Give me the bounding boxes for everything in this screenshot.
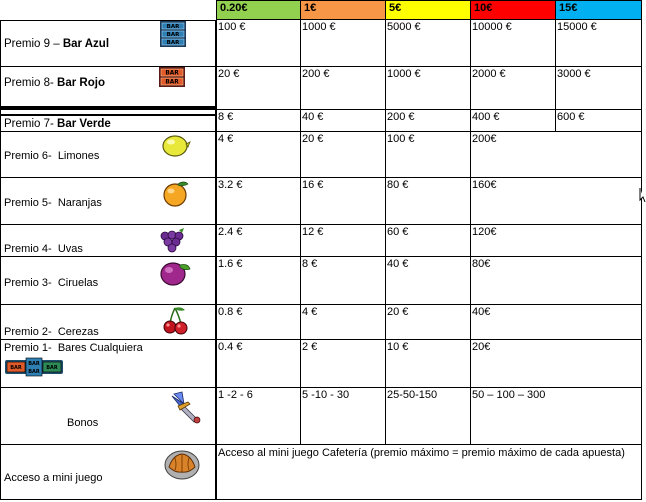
header-label: 5€ [389, 2, 402, 14]
row-name: Acceso a mini juego [4, 472, 103, 484]
svg-text:BAR: BAR [165, 79, 179, 86]
row-name: Bar Rojo [57, 77, 105, 89]
header-col-3 [386, 0, 471, 20]
prize-9-col-4: 10000 € [471, 20, 556, 67]
svg-text:BAR: BAR [28, 361, 40, 367]
svg-text:BAR: BAR [10, 365, 22, 371]
prize-6-col-2: 20 € [301, 132, 386, 178]
row-prefix: Premio 7- [4, 118, 58, 130]
row-prefix: Premio 3- [4, 277, 55, 289]
prize-6-col-1: 4 € [216, 132, 301, 178]
bar-azul-icon [160, 21, 186, 50]
row-name: Bonos [67, 417, 99, 429]
thick-separator [0, 106, 217, 109]
bar-rojo-icon [159, 67, 185, 90]
prize-4-col-2: 12 € [301, 225, 386, 257]
prize-1-col-1: 0.4 € [216, 340, 301, 388]
prize-4-col-1: 2.4 € [216, 225, 301, 257]
row-name: Cerezas [57, 326, 99, 338]
bonos-col-4: 50 – 100 – 300 [471, 388, 642, 445]
prize-7-col-3: 200 € [386, 110, 471, 132]
prize-9-col-3: 5000 € [386, 20, 471, 67]
row-prefix: Premio 9 – [4, 38, 63, 50]
header-label: 0.20€ [220, 2, 248, 14]
row-name: Bares Cualquiera [57, 342, 143, 354]
prize-6-col-3: 100 € [386, 132, 471, 178]
prize-3-col-1: 1.6 € [216, 257, 301, 305]
row-name: Ciruelas [57, 277, 99, 289]
prize-3-col-2: 8 € [301, 257, 386, 305]
bonus-icon [168, 390, 204, 429]
prize-1-col-4: 20€ [471, 340, 642, 388]
prize-7-col-2: 40 € [301, 110, 386, 132]
header-col-2 [301, 0, 386, 20]
prize-5-col-2: 16 € [301, 178, 386, 225]
cherries-icon [163, 306, 189, 339]
prize-6-col-4: 200€ [471, 132, 642, 178]
prize-4-col-3: 60 € [386, 225, 471, 257]
bonos-col-1: 1 -2 - 6 [216, 388, 301, 445]
row-prefix: Premio 1- [4, 342, 55, 354]
row-name: Naranjas [57, 197, 102, 209]
prize-7-col-5: 600 € [556, 110, 642, 132]
prize-5-col-1: 3.2 € [216, 178, 301, 225]
row-prefix: Premio 2- [4, 326, 55, 338]
prize-7-col-4: 400 € [471, 110, 556, 132]
row-prefix: Premio 8- [4, 77, 58, 89]
prize-8-col-2: 200 € [301, 67, 386, 110]
row-name: Bar Verde [57, 118, 111, 130]
row-name: Bar Azul [62, 38, 110, 50]
mini-juego-description: Acceso al mini juego Cafetería (premio máximo = premio máximo de cada apuesta) [216, 445, 642, 500]
svg-text:BAR: BAR [165, 70, 179, 77]
prize-4-col-4: 120€ [471, 225, 642, 257]
prize-8-col-5: 3000 € [556, 67, 642, 110]
prize-5-col-4: 160€ [471, 178, 642, 225]
header-label: 15€ [559, 2, 578, 14]
row-prefix: Premio 6- [4, 150, 55, 162]
row-prefix: Premio 4- [4, 243, 55, 255]
row-prefix: Premio 5- [4, 197, 55, 209]
prize-9-col-5: 15000 € [556, 20, 642, 67]
svg-text:BAR: BAR [28, 369, 40, 375]
bares-mixed-icon [5, 357, 63, 380]
row-name: Limones [57, 150, 100, 162]
prize-2-col-3: 20 € [386, 305, 471, 340]
grapes-icon [157, 227, 189, 256]
header-col-4 [471, 0, 556, 20]
prize-2-col-4: 40€ [471, 305, 642, 340]
header-col-5 [556, 0, 642, 20]
svg-text:BAR: BAR [166, 32, 180, 39]
bonos-col-2: 5 -10 - 30 [301, 388, 386, 445]
lemon-icon [161, 134, 191, 161]
row-name: Uvas [57, 243, 83, 255]
prize-5-col-3: 80 € [386, 178, 471, 225]
mouse-pointer-icon [639, 187, 646, 203]
prize-2-col-1: 0.8 € [216, 305, 301, 340]
prize-7-col-1: 8 € [216, 110, 301, 132]
plum-icon [158, 259, 192, 290]
header-col-1 [216, 0, 301, 20]
prize-2-col-2: 4 € [301, 305, 386, 340]
header-label: 10€ [474, 2, 493, 14]
prize-8-col-1: 20 € [216, 67, 301, 110]
prize-3-col-4: 80€ [471, 257, 642, 305]
header-label: 1€ [304, 2, 317, 14]
svg-text:BAR: BAR [166, 24, 180, 31]
orange-icon [162, 180, 190, 211]
svg-text:BAR: BAR [46, 365, 58, 371]
prize-8-col-4: 2000 € [471, 67, 556, 110]
croissant-icon [163, 447, 201, 484]
svg-text:BAR: BAR [166, 40, 180, 47]
thick-separator-2 [0, 114, 217, 116]
prize-1-col-2: 2 € [301, 340, 386, 388]
prize-9-col-2: 1000 € [301, 20, 386, 67]
prize-3-col-3: 40 € [386, 257, 471, 305]
prize-8-col-3: 1000 € [386, 67, 471, 110]
prize-9-col-1: 100 € [216, 20, 301, 67]
prize-1-col-3: 10 € [386, 340, 471, 388]
bonos-col-3: 25-50-150 [386, 388, 471, 445]
